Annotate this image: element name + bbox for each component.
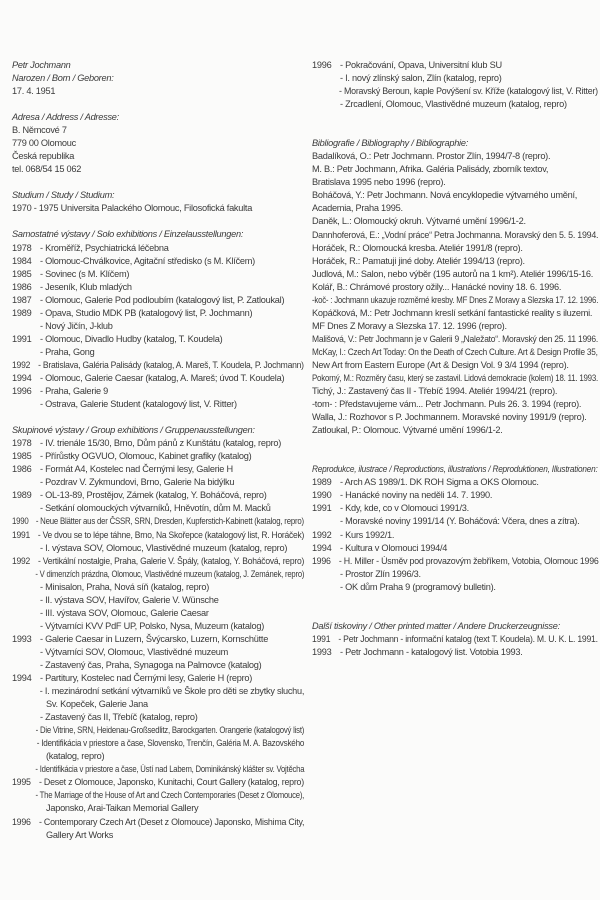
bibliography-entry: McKay, I.: Czech Art Today: On the Death of Czech Culture. Art & Design Profile 35, bbox=[312, 346, 598, 357]
list-item bbox=[12, 385, 304, 398]
list-item bbox=[12, 463, 304, 476]
entry-year bbox=[312, 72, 340, 85]
entry-continuation: Sv. Kopeček, Galerie Jana bbox=[46, 699, 148, 710]
list-item bbox=[12, 724, 305, 737]
other-printed-section bbox=[312, 620, 598, 659]
entry-year: 1990 bbox=[312, 490, 332, 501]
bibliography-entry: -koč- : Jochmann ukazuje rozměrné kresby. MF Dnes Z Moravy a Slezska 17. 12. 1996. bbox=[312, 294, 599, 305]
reproductions-section bbox=[312, 463, 598, 593]
list-item bbox=[312, 85, 598, 98]
entry-text: - Identifikácia v priestore a čase, Ústí nad Labem, Dominikánský klášter sv. Vojtěcha bbox=[35, 764, 305, 775]
solo-exhibitions-section bbox=[12, 228, 304, 411]
entry-year: 1996 bbox=[312, 60, 332, 70]
entry-year bbox=[12, 594, 40, 607]
list-item bbox=[12, 242, 304, 255]
entry-year: 1991 bbox=[312, 503, 332, 514]
entry-text: - Olomouc, Divadlo Hudby (katalog, T. Koudela) bbox=[40, 333, 223, 344]
personal-section bbox=[12, 59, 304, 98]
entry-text: - Jeseník, Klub mladých bbox=[40, 281, 132, 292]
entry-year: 1991 bbox=[12, 333, 32, 344]
entry-year: 1996 bbox=[12, 386, 32, 397]
entry-year: 1992 bbox=[312, 529, 332, 540]
entry-continuation: (katalog, repro) bbox=[46, 751, 105, 762]
entry-year bbox=[12, 320, 40, 333]
entry-text: - Pozdrav V. Zykmundovi, Brno, Galerie Na bidýlku bbox=[40, 477, 235, 488]
entry-text: - I. výstava SOV, Olomouc, Vlastivědné muzeum (katalog, repro) bbox=[40, 542, 288, 553]
list-item bbox=[12, 607, 304, 620]
entry-text: - Bratislava, Galéria Palisády (katalog, A. Mareš, T. Koudela, P. Jochmann) bbox=[38, 359, 304, 370]
group-exhibitions-label: Skupinové výstavy / Group exhibitions / Gruppenausstellungen: bbox=[12, 425, 255, 436]
list-item bbox=[12, 672, 304, 685]
group-exhibitions-list bbox=[12, 437, 304, 841]
list-item bbox=[312, 489, 598, 502]
reproductions-list bbox=[312, 476, 598, 593]
bibliography-entry: Pokorný, M.: Rozměry času, který se zastavil. Lidová demokracie (kolem) 18. 11. 1993. bbox=[312, 373, 599, 384]
address-line: Česká republika bbox=[12, 151, 75, 162]
entry-year: 1984 bbox=[12, 255, 32, 266]
entry-year: 1989 bbox=[312, 477, 332, 488]
entry-year bbox=[312, 98, 340, 111]
entry-year bbox=[12, 763, 35, 776]
entry-year bbox=[12, 568, 35, 581]
other-printed-label: Další tiskoviny / Other printed matter / Andere Druckerzeugnisse: bbox=[312, 620, 560, 631]
entry-year bbox=[12, 398, 40, 411]
study-label: Studium / Study / Studium: bbox=[12, 190, 115, 201]
list-item bbox=[312, 555, 599, 568]
entry-year: 1993 bbox=[312, 646, 332, 657]
entry-text: - Kdy, kde, co v Olomouci 1991/3. bbox=[340, 503, 469, 514]
entry-text: - I. nový zlínský salon, Zlín (katalog, repro) bbox=[340, 73, 502, 84]
list-item bbox=[12, 711, 304, 724]
left-column bbox=[12, 59, 304, 842]
entry-year bbox=[12, 346, 40, 359]
entry-text: - Zrcadlení, Olomouc, Vlastivědné muzeum (katalog, repro) bbox=[340, 99, 567, 110]
list-item bbox=[12, 489, 304, 502]
entry-year: 1994 bbox=[312, 542, 332, 553]
list-item bbox=[312, 59, 598, 72]
bibliography-list bbox=[312, 150, 598, 437]
entry-year bbox=[12, 581, 40, 594]
list-item bbox=[12, 398, 304, 411]
list-item bbox=[312, 515, 598, 528]
entry-year: 1992 bbox=[12, 555, 31, 566]
entry-year bbox=[12, 542, 40, 555]
entry-text: - Olomouc, Galerie Caesar (katalog, A. Mareš; úvod T. Koudela) bbox=[40, 372, 285, 383]
list-item bbox=[12, 255, 304, 268]
entry-text: - Nový Jičín, J-klub bbox=[40, 320, 113, 331]
list-item bbox=[12, 659, 304, 672]
entry-year: 1994 bbox=[12, 372, 32, 383]
entry-text: - Praha, Gong bbox=[40, 346, 95, 357]
list-item bbox=[312, 502, 598, 515]
list-item bbox=[12, 776, 304, 789]
entry-year: 1993 bbox=[12, 633, 32, 644]
entry-year: 1985 bbox=[12, 451, 32, 462]
list-item bbox=[12, 816, 305, 829]
entry-year: 1989 bbox=[12, 307, 32, 318]
entry-text: - Identifikácia v priestore a čase, Slovensko, Trenčín, Galéria M. A. Bazovského bbox=[36, 738, 305, 749]
entry-year: 1996 bbox=[12, 816, 31, 827]
list-item bbox=[12, 346, 304, 359]
bibliography-entry: Daněk, L.: Olomoucký okruh. Výtvarné umění 1996/1-2. bbox=[312, 216, 526, 227]
entry-text: - Partitury, Kostelec nad Černými lesy, Galerie H (repro) bbox=[40, 673, 253, 684]
entry-text: - Moravské noviny 1991/14 (Y. Boháčová: Včera, dnes a zítra). bbox=[340, 516, 580, 527]
solo-exhibitions-label: Samostatné výstavy / Solo exhibitions / Einzelausstellungen: bbox=[12, 229, 244, 240]
entry-text: - Výtvarníci SOV, Olomouc, Vlastivědné muzeum bbox=[40, 646, 229, 657]
entry-year bbox=[12, 607, 40, 620]
list-item bbox=[12, 450, 304, 463]
right-column bbox=[312, 59, 598, 659]
list-item bbox=[12, 633, 304, 646]
bibliography-entry: Boháčová, Y.: Petr Jochmann. Nová encyklopedie výtvarného umění, bbox=[312, 190, 578, 201]
entry-year: 1992 bbox=[12, 359, 31, 370]
bibliography-entry: M. B.: Petr Jochmann, Afrika. Galéria Palisády, zborník textov, bbox=[312, 164, 549, 175]
entry-year: 1978 bbox=[12, 438, 32, 449]
entry-year: 1985 bbox=[12, 268, 32, 279]
list-item bbox=[12, 476, 304, 489]
list-item bbox=[12, 307, 304, 320]
group-exhibitions-continued-list bbox=[312, 59, 598, 111]
address-label: Adresa / Address / Adresse: bbox=[12, 112, 119, 123]
list-item bbox=[312, 633, 598, 646]
entry-year: 1989 bbox=[12, 490, 32, 501]
entry-text: - II. výstava SOV, Havířov, Galerie V. Wünsche bbox=[40, 594, 219, 605]
entry-year bbox=[12, 789, 35, 802]
entry-year bbox=[312, 581, 340, 594]
bibliography-entry: Horáček, R.: Pamatuji jiné doby. Ateliér 1994/13 (repro). bbox=[312, 255, 525, 266]
list-item bbox=[12, 646, 304, 659]
list-item bbox=[12, 542, 304, 555]
list-item bbox=[312, 646, 598, 659]
entry-year: 1994 bbox=[12, 673, 32, 684]
list-item bbox=[312, 72, 598, 85]
entry-year bbox=[312, 85, 339, 98]
entry-year: 1995 bbox=[12, 777, 31, 788]
bibliography-entry: Horáček, R.: Olomoucká kresba. Ateliér 1991/8 (repro). bbox=[312, 242, 523, 253]
artist-name: Petr Jochmann bbox=[12, 60, 71, 70]
born-date: 17. 4. 1951 bbox=[12, 86, 56, 97]
born-label: Narozen / Born / Geboren: bbox=[12, 73, 114, 84]
list-item bbox=[312, 542, 598, 555]
other-printed-list bbox=[312, 633, 598, 659]
list-item bbox=[12, 568, 305, 581]
address-line: 779 00 Olomouc bbox=[12, 138, 76, 149]
list-item bbox=[12, 268, 304, 281]
bibliography-entry: -tom- : Představujeme vám... Petr Jochmann. Puls 26. 3. 1994 (repro). bbox=[312, 399, 582, 410]
entry-text: - Sovinec (s M. Klíčem) bbox=[40, 268, 130, 279]
list-item bbox=[312, 98, 598, 111]
bibliography-entry: Mališová, V.: Petr Jochmann je v Galerii 9 „Naležato“. Moravský den 25. 11 1996. bbox=[312, 333, 599, 344]
bibliography-section bbox=[312, 137, 598, 437]
entry-text: - V dimenzích prázdna, Olomouc, Vlastivědné muzeum (katalog, J. Zemánek, repro) bbox=[35, 568, 305, 579]
bibliography-entry: Badalíková, O.: Petr Jochmann. Prostor Zlín, 1994/7-8 (repro). bbox=[312, 151, 551, 162]
entry-text: - Ostrava, Galerie Student (katalogový list, V. Ritter) bbox=[40, 399, 237, 410]
bibliography-entry: Bratislava 1995 nebo 1996 (repro). bbox=[312, 177, 446, 188]
entry-text: - Praha, Galerie 9 bbox=[40, 386, 109, 397]
entry-year bbox=[12, 502, 40, 515]
entry-text: - Formát A4, Kostelec nad Černými lesy, Galerie H bbox=[40, 464, 233, 475]
entry-year: 1987 bbox=[12, 294, 32, 305]
entry-text: - Arch AS 1989/1. DK ROH Sigma a OKS Olomouc. bbox=[340, 477, 539, 488]
list-item bbox=[12, 737, 305, 750]
list-item bbox=[12, 437, 304, 450]
entry-text: - Výtvarníci KVV PdF UP, Polsko, Nysa, Muzeum (katalog) bbox=[40, 620, 265, 631]
list-item bbox=[12, 294, 304, 307]
list-item bbox=[312, 476, 598, 489]
list-item bbox=[12, 502, 304, 515]
entry-text: - Kurs 1992/1. bbox=[340, 529, 395, 540]
entry-year: 1990 bbox=[12, 516, 29, 527]
entry-text: - Hanácké noviny na neděli 14. 7. 1990. bbox=[340, 490, 493, 501]
entry-text: - Die Vitrine, SRN, Heidenau-Großsedlitz, Barockgarten. Orangerie (katalogový list) bbox=[35, 725, 305, 736]
entry-text: - Contemporary Czech Art (Deset z Olomouce) Japonsko, Mishima City, bbox=[38, 816, 305, 827]
entry-year bbox=[12, 659, 40, 672]
bibliography-entry: Academia, Praha 1995. bbox=[312, 203, 403, 214]
bibliography-entry: Kolář, B.: Chrámové prostory ožily... Hanácké noviny 18. 6. 1996. bbox=[312, 281, 562, 292]
entry-year bbox=[312, 568, 340, 581]
bibliography-entry: Judlová, M.: Salon, nebo výběr (195 autorů na 1 km²). Ateliér 1996/15-16. bbox=[312, 268, 594, 279]
list-item bbox=[12, 763, 305, 776]
list-item bbox=[312, 529, 598, 542]
entry-text: - Zastavený čas II, Třebíč (katalog, repro) bbox=[40, 712, 198, 723]
entry-year bbox=[12, 646, 40, 659]
entry-continuation: Japonsko, Arai-Taikan Memorial Gallery bbox=[46, 803, 199, 814]
list-item bbox=[12, 555, 305, 568]
address-section bbox=[12, 111, 304, 176]
study-entry: 1970 - 1975 Universita Palackého Olomouc, Filosofická fakulta bbox=[12, 203, 253, 214]
entry-text: - Moravský Beroun, kaple Povýšení sv. Kříže (katalogový list, V. Ritter) bbox=[339, 86, 598, 97]
list-item bbox=[312, 568, 598, 581]
list-item bbox=[12, 529, 305, 542]
entry-text: - Kroměříž, Psychiatrická léčebna bbox=[40, 242, 169, 253]
entry-year: 1991 bbox=[12, 529, 30, 540]
entry-text: - Setkání olomouckých výtvarníků, Hněvotín, dům M. Macků bbox=[40, 503, 271, 514]
entry-text: - OK dům Praha 9 (programový bulletin). bbox=[340, 581, 496, 592]
entry-text: - I. mezinárodní setkání výtvarníků ve Škole pro děti se zbytky sluchu, bbox=[39, 686, 305, 697]
bibliography-entry: New Art from Eastern Europe (Art & Design Vol. 9 3/4 1994 (repro). bbox=[312, 359, 569, 370]
reproductions-label: Reprodukce, ilustrace / Reproductions, illustrations / Reproduktionen, Illustrationen: bbox=[312, 464, 598, 475]
entry-year bbox=[12, 724, 36, 737]
list-item bbox=[12, 372, 304, 385]
entry-text: - Deset z Olomouce, Japonsko, Kunitachi, Court Gallery (katalog, repro) bbox=[38, 777, 304, 788]
list-item bbox=[12, 685, 305, 698]
bibliography-entry: Tichý, J.: Zastavený čas II - Třebíč 1994. Ateliér 1994/21 (repro). bbox=[312, 386, 558, 397]
bibliography-entry: Zatloukal, P.: Olomouc. Výtvarné umění 1996/1-2. bbox=[312, 425, 503, 436]
study-section bbox=[12, 189, 304, 215]
bibliography-entry: Kopáčková, M.: Petr Jochmann kreslí setkání fantastické reality s iluzemi. bbox=[312, 307, 593, 318]
list-item bbox=[12, 620, 304, 633]
list-item bbox=[12, 789, 305, 802]
entry-text: - Petr Jochmann - katalogový list. Votobia 1993. bbox=[340, 646, 523, 657]
entry-text: - OL-13-89, Prostějov, Zámek (katalog, Y. Boháčová, repro) bbox=[40, 490, 267, 501]
entry-year: 1986 bbox=[12, 281, 32, 292]
entry-text: - Neue Blätter aus der ČSSR, SRN, Dresden, Kupferstich-Kabinett (katalog, repro) bbox=[35, 516, 304, 527]
entry-year bbox=[12, 620, 40, 633]
list-item bbox=[12, 515, 304, 528]
entry-year bbox=[12, 476, 40, 489]
entry-text: - Galerie Caesar in Luzern, Švýcarsko, Luzern, Kornschütte bbox=[40, 633, 269, 644]
list-item bbox=[12, 594, 304, 607]
entry-text: - Ve dvou se to lépe táhne, Brno, Na Skořepce (katalogový list, R. Horáček) bbox=[37, 529, 305, 540]
address-line: B. Němcové 7 bbox=[12, 125, 67, 136]
bibliography-entry: Walla, J.: Rozhovor s P. Jochmannem. Moravské noviny 1991/9 (repro). bbox=[312, 412, 587, 423]
entry-year bbox=[312, 515, 340, 528]
group-exhibitions-section bbox=[12, 424, 304, 842]
entry-text: - The Marriage of the House of Art and Czech Contemporaries (Deset z Olomouce), bbox=[35, 790, 305, 801]
entry-year: 1978 bbox=[12, 242, 32, 253]
entry-text: - Přírůstky OGVUO, Olomouc, Kabinet grafiky (katalog) bbox=[40, 451, 252, 462]
address-phone: tel. 068/54 15 062 bbox=[12, 164, 82, 175]
list-item bbox=[312, 581, 598, 594]
entry-year: 1986 bbox=[12, 464, 32, 475]
entry-continuation: Gallery Art Works bbox=[46, 829, 114, 840]
entry-text: - Opava, Studio MDK PB (katalogový list, P. Jochmann) bbox=[40, 307, 253, 318]
bibliography-label: Bibliografie / Bibliography / Bibliographie: bbox=[312, 138, 469, 149]
list-item bbox=[12, 581, 304, 594]
entry-text: - Kultura v Olomouci 1994/4 bbox=[340, 542, 448, 553]
entry-year bbox=[12, 685, 40, 698]
entry-text: - H. Miller - Úsměv pod provazovým žebříkem, Votobia, Olomouc 1996 bbox=[338, 555, 599, 566]
entry-text: - Pokračování, Opava, Universitní klub SU bbox=[340, 60, 502, 70]
entry-text: - Zastavený čas, Praha, Synagoga na Palmovce (katalog) bbox=[40, 659, 262, 670]
entry-text: - III. výstava SOV, Olomouc, Galerie Caesar bbox=[40, 607, 209, 618]
list-item bbox=[12, 320, 304, 333]
entry-year bbox=[12, 711, 40, 724]
list-item bbox=[12, 359, 304, 372]
entry-year: 1991 bbox=[312, 633, 331, 644]
entry-text: - Olomouc-Chválkovice, Agitační středisko (s M. Klíčem) bbox=[40, 255, 255, 266]
entry-year: 1996 bbox=[312, 555, 331, 566]
entry-text: - Minisalon, Praha, Nová síň (katalog, repro) bbox=[40, 581, 210, 592]
entry-text: - Vertikální nostalgie, Praha, Galerie V. Špály, (katalog, Y. Boháčová, repro) bbox=[38, 555, 305, 566]
group-exhibitions-continued bbox=[312, 59, 598, 111]
entry-text: - IV. trienále 15/30, Brno, Dům pánů z Kunštátu (katalog, repro) bbox=[40, 438, 282, 449]
bibliography-entry: Dannhoferová, E.: „Vodní práce“ Petra Jochmanna. Moravský den 5. 5. 1994. bbox=[312, 229, 599, 240]
bibliography-entry: MF Dnes Z Moravy a Slezska 17. 12. 1996 (repro). bbox=[312, 320, 507, 331]
list-item bbox=[12, 281, 304, 294]
solo-exhibitions-list bbox=[12, 242, 304, 412]
entry-text: - Prostor Zlín 1996/3. bbox=[340, 568, 421, 579]
entry-text: - Olomouc, Galerie Pod podloubím (katalogový list, P. Zatloukal) bbox=[40, 294, 285, 305]
entry-text: - Petr Jochmann - informační katalog (text T. Koudela). M. U. K. L. 1991. bbox=[338, 633, 598, 644]
list-item bbox=[12, 333, 304, 346]
entry-year bbox=[12, 737, 37, 750]
